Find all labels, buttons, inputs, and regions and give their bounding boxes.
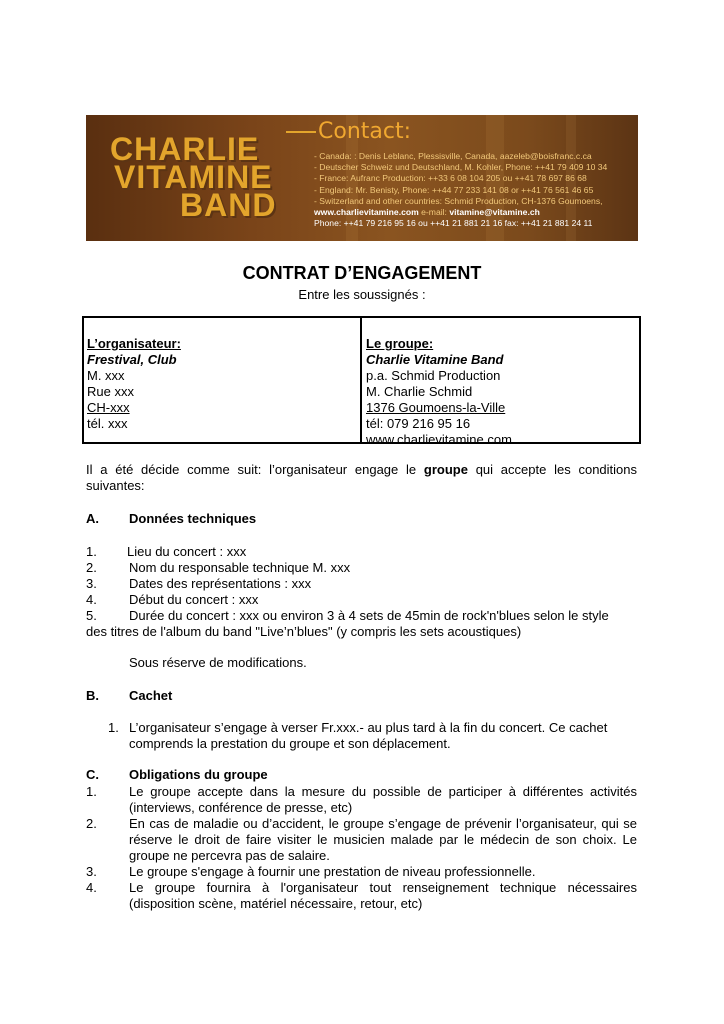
contact-list	[314, 151, 630, 229]
section-a-item: 4. Début du concert : xxx	[86, 592, 259, 607]
section-c-item: 1. Le groupe accepte dans la mesure du possible de participer à différentes activités (interviews, conférence de presse, etc)	[86, 784, 637, 815]
group-cell	[360, 318, 639, 447]
contact-phone-line: Phone: ++41 79 216 95 16 ou ++41 21 881 21 16 fax: ++41 21 881 24 11	[314, 218, 593, 229]
organiser-street: Rue xxx	[87, 384, 134, 399]
group-contact: M. Charlie Schmid	[366, 384, 473, 399]
section-c-item: 4. Le groupe fournira à l'organisateur tout renseignement technique nécessaires (disposition scène, matériel nécessaire, retour, etc)	[86, 880, 637, 911]
section-a-item-continuation: des titres de l'album du band "Live’n’blues" (y compris les sets acoustiques)	[86, 624, 522, 639]
contact-france: - France: Aufranc Production: ++33 6 08 104 205 ou ++41 78 697 86 68	[314, 173, 587, 184]
section-a-item: 3. Dates des représentations : xxx	[86, 576, 312, 591]
contact-banner	[86, 115, 638, 241]
section-a-heading: A. Données techniques	[86, 511, 257, 526]
group-name: Charlie Vitamine Band	[366, 352, 504, 367]
organiser-phone: tél. xxx	[87, 416, 128, 431]
contact-rule	[286, 131, 316, 133]
organiser-name: Frestival, Club	[87, 352, 177, 367]
contact-title: Contact:	[318, 119, 412, 144]
section-c-heading: C. Obligations du groupe	[86, 767, 268, 782]
section-a-item: 2. Nom du responsable technique M. xxx	[86, 560, 351, 575]
contact-england: - England: Mr. Benisty, Phone: ++44 77 233 141 08 or ++41 76 561 46 65	[314, 184, 594, 195]
section-a-item: 5. Durée du concert : xxx ou environ 3 à 4 sets de 45min de rock'n'blues selon le style	[86, 608, 609, 623]
organiser-heading: L’organisateur:	[87, 336, 181, 351]
website-link[interactable]: www.charlievitamine.com	[314, 207, 419, 218]
email-label: e-mail:	[421, 207, 447, 218]
group-pa: p.a. Schmid Production	[366, 368, 501, 383]
group-city: 1376 Goumoens-la-Ville	[366, 400, 506, 415]
section-a-item: 1. Lieu du concert : xxx	[86, 544, 247, 559]
band-logo: CHARLIE VITAMINE BAND	[110, 131, 277, 223]
organiser-cell	[84, 318, 360, 442]
section-a-note: Sous réserve de modifications.	[129, 655, 307, 670]
contact-web-line	[314, 207, 630, 218]
intro-bold-word: groupe	[423, 462, 468, 477]
contact-switzerland: - Switzerland and other countries: Schmid Production, CH-1376 Goumoens,	[314, 195, 603, 206]
document-subtitle: Entre les soussignés :	[298, 287, 426, 302]
email-link[interactable]: vitamine@vitamine.ch	[449, 207, 540, 218]
section-b-item: 1. L’organisateur s’engage à verser Fr.xxx.- au plus tard à la fin du concert. Ce cachet comprends la prestation du groupe et son déplacement.	[108, 720, 608, 751]
group-web: www.charlievitamine.com	[366, 432, 512, 447]
section-c-item: 2. En cas de maladie ou d’accident, le groupe s’engage de prévenir l’organisateur, qui se réserve le droit de faire visiter le musicien malade par le médecin de son choix. Le groupe ne percevra pas de salaire.	[86, 816, 637, 863]
section-b-heading: B. Cachet	[86, 688, 173, 703]
section-c-item: 3. Le groupe s'engage à fournir une prestation de niveau professionnelle.	[86, 864, 536, 879]
group-phone: tél: 079 216 95 16	[366, 416, 471, 431]
organiser-city: CH-xxx	[87, 400, 130, 415]
group-heading: Le groupe:	[366, 336, 434, 351]
contact-canada: - Canada: : Denis Leblanc, Plessisville, Canada, aazeleb@boisfranc.c.ca	[314, 151, 592, 161]
parties-table	[82, 316, 641, 447]
contact-germany: - Deutscher Schweiz und Deutschland, M. Kohler, Phone: ++41 79 409 10 34	[314, 162, 608, 173]
intro-paragraph: Il a été décide comme suit: l’organisateur engage le groupe qui accepte les conditions suivantes:	[86, 462, 637, 493]
document-title: CONTRAT D’ENGAGEMENT	[242, 263, 482, 283]
organiser-contact: M. xxx	[87, 368, 125, 383]
